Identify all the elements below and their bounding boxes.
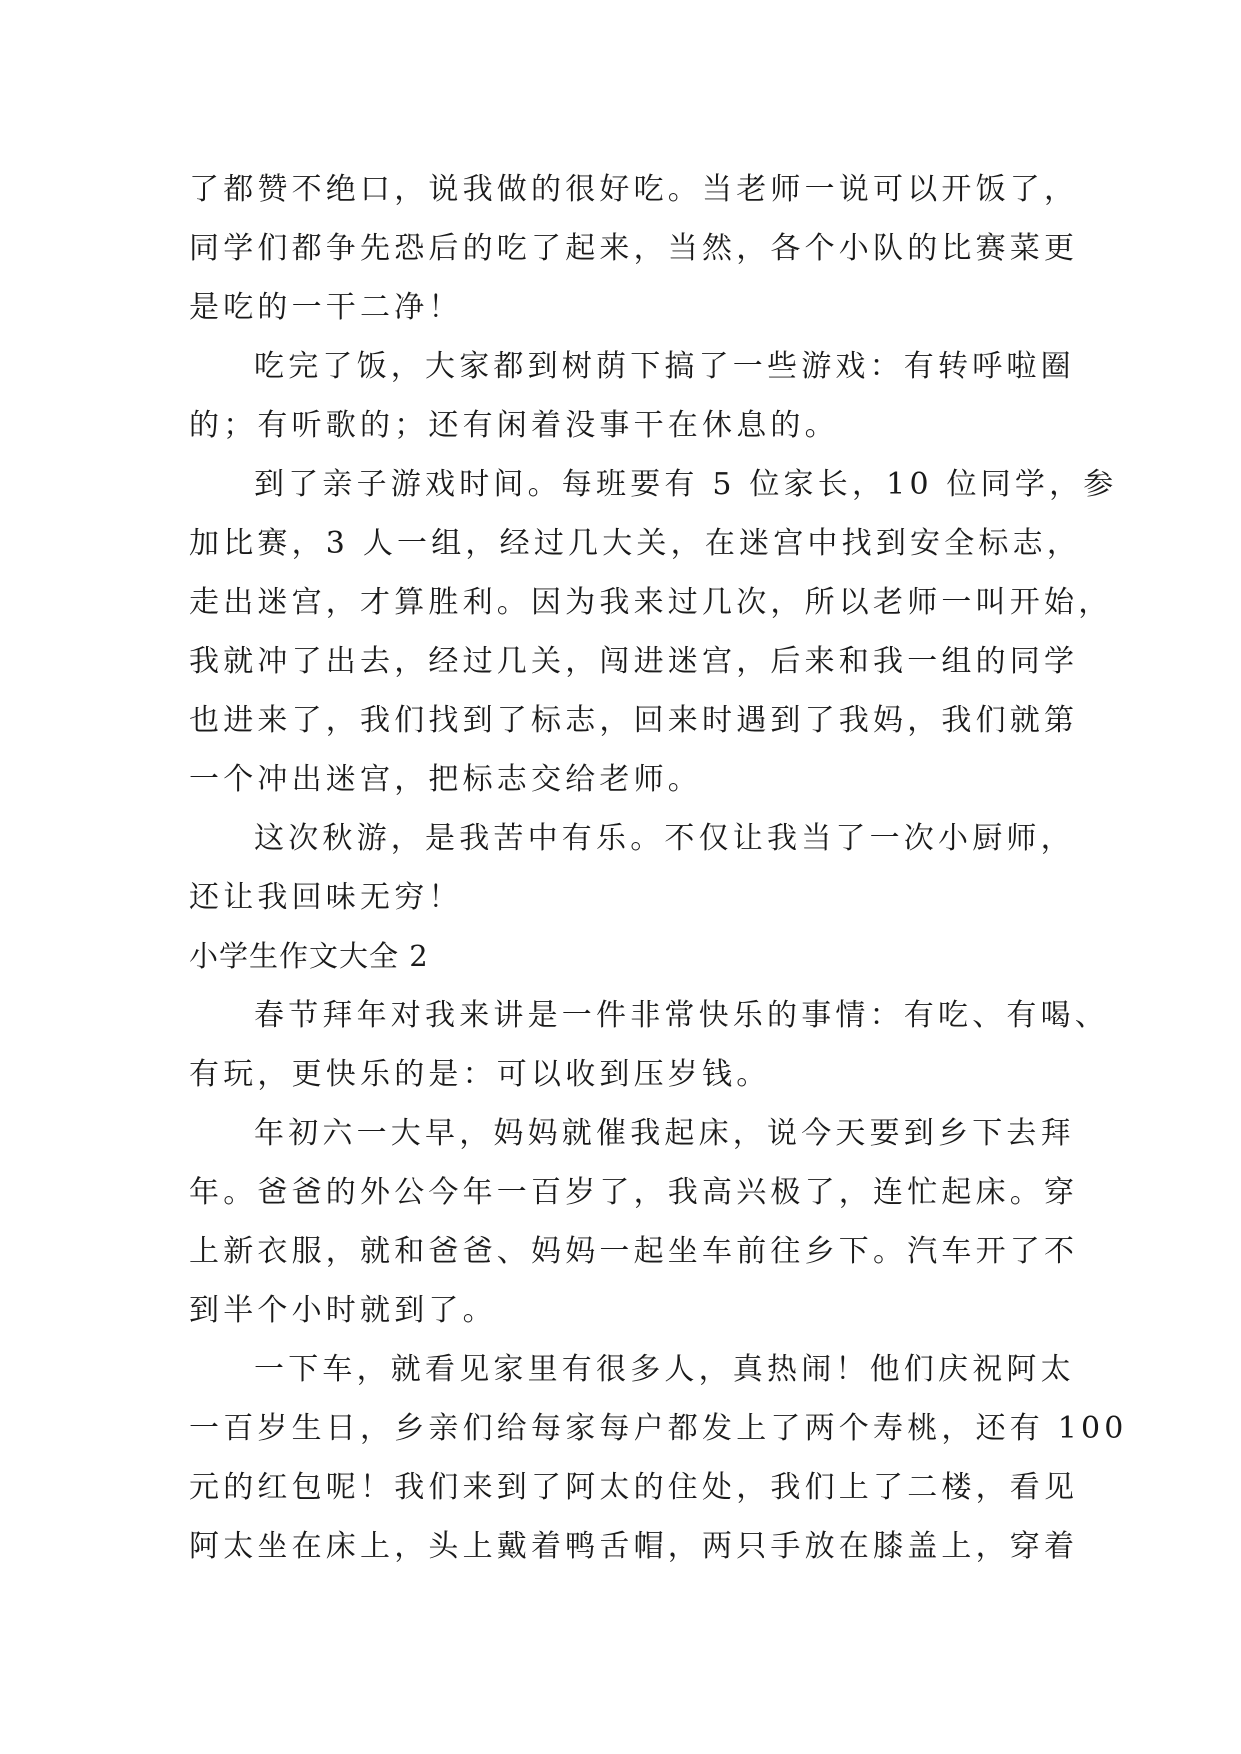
text-line: 是吃的一干二净！ — [189, 290, 463, 325]
document-page — [189, 160, 1128, 1576]
paragraph — [189, 809, 1075, 927]
paragraph — [189, 337, 1075, 455]
text-line: 阿太坐在床上，头上戴着鸭舌帽，两只手放在膝盖上，穿着 — [189, 1529, 1079, 1564]
paragraph — [189, 160, 1079, 337]
section-heading: 小学生作文大全 2 — [189, 939, 429, 973]
text-line: 还让我回味无穷！ — [189, 880, 463, 915]
text-line: 年初六一大早，妈妈就催我起床，说今天要到乡下去拜 — [254, 1116, 1075, 1151]
text-line: 上新衣服，就和爸爸、妈妈一起坐车前往乡下。汽车开了不 — [189, 1234, 1079, 1269]
text-line: 一百岁生日，乡亲们给每家每户都发上了两个寿桃，还有 100 — [189, 1411, 1128, 1446]
text-line: 也进来了，我们找到了标志，回来时遇到了我妈，我们就第 — [189, 703, 1079, 738]
text-line: 我就冲了出去，经过几关，闯进迷宫，后来和我一组的同学 — [189, 644, 1079, 679]
text-line: 加比赛，3 人一组，经过几大关，在迷宫中找到安全标志， — [189, 526, 1082, 561]
text-line: 年。爸爸的外公今年一百岁了，我高兴极了，连忙起床。穿 — [189, 1175, 1079, 1210]
text-line: 的；有听歌的；还有闲着没事干在休息的。 — [189, 408, 839, 443]
text-line: 春节拜年对我来讲是一件非常快乐的事情：有吃、有喝、 — [254, 998, 1109, 1033]
paragraph — [189, 455, 1118, 809]
text-line: 同学们都争先恐后的吃了起来，当然，各个小队的比赛菜更 — [189, 231, 1079, 266]
text-line: 一下车，就看见家里有很多人，真热闹！他们庆祝阿太 — [254, 1352, 1075, 1387]
text-line: 走出迷宫，才算胜利。因为我来过几次，所以老师一叫开始， — [189, 585, 1113, 620]
text-line: 了都赞不绝口，说我做的很好吃。当老师一说可以开饭了， — [189, 172, 1079, 207]
text-line: 吃完了饭，大家都到树荫下搞了一些游戏：有转呼啦圈 — [254, 349, 1075, 384]
text-line: 到了亲子游戏时间。每班要有 5 位家长，10 位同学，参 — [254, 467, 1118, 502]
paragraph — [189, 1340, 1128, 1576]
text-line: 元的红包呢！我们来到了阿太的住处，我们上了二楼，看见 — [189, 1470, 1079, 1505]
text-line: 一个冲出迷宫，把标志交给老师。 — [189, 762, 702, 797]
paragraph — [189, 1104, 1079, 1340]
paragraph — [189, 986, 1109, 1104]
text-line: 到半个小时就到了。 — [189, 1293, 497, 1328]
text-line: 有玩，更快乐的是：可以收到压岁钱。 — [189, 1057, 771, 1092]
text-line: 这次秋游，是我苦中有乐。不仅让我当了一次小厨师， — [254, 821, 1075, 856]
